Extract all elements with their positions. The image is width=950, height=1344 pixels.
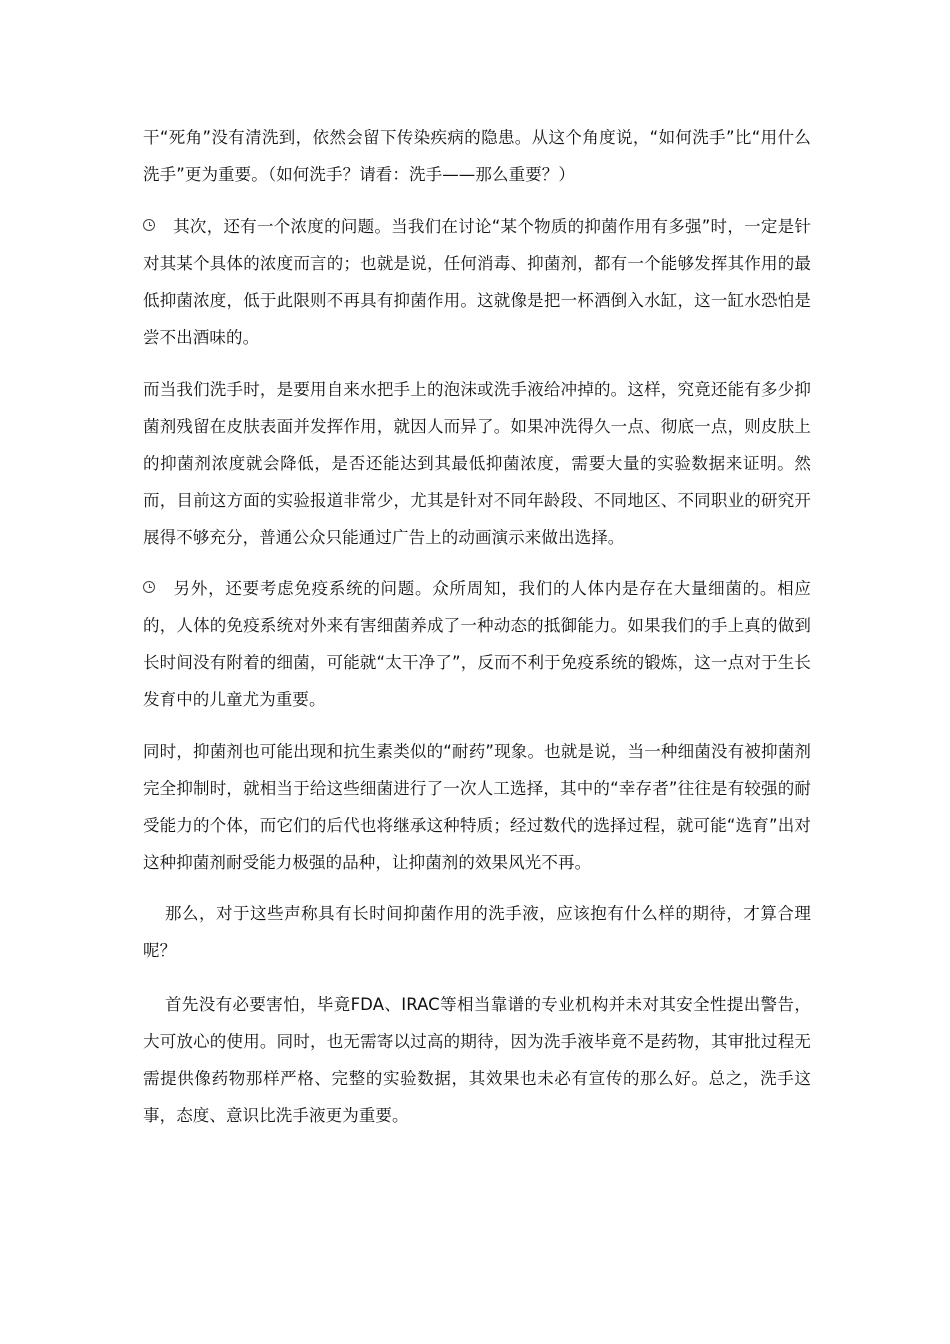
paragraph-6-text: 那么，对于这些声称具有长时间抑菌作用的洗手液，应该抱有什么样的期待，才算合理呢？ <box>143 904 811 960</box>
paragraph-1-text: 干“死角”没有清洗到，依然会留下传染疾病的隐患。从这个角度说，“如何洗手”比“用什么洗手”更为重要。（如何洗手？请看：洗手——那么重要？） <box>143 128 811 184</box>
clock-bullet-icon <box>143 581 155 593</box>
paragraph-6 <box>143 895 811 969</box>
paragraph-5 <box>143 733 811 881</box>
paragraph-1 <box>143 119 811 193</box>
paragraph-4-text: 另外，还要考虑免疫系统的问题。众所周知，我们的人体内是存在大量细菌的。相应的，人体的免疫系统对外来有害细菌养成了一种动态的抵御能力。如果我们的手上真的做到长时间没有附着的细菌，可能就“太干净了”，反而不利于免疫系统的锻炼，这一点对于生长发育中的儿童尤为重要。 <box>143 579 811 709</box>
paragraph-7 <box>143 986 811 1134</box>
paragraph-3 <box>143 371 811 556</box>
paragraph-7-text: 首先没有必要害怕，毕竟FDA、IRAC等相当靠谱的专业机构并未对其安全性提出警告，大可放心的使用。同时，也无需寄以过高的期待，因为洗手液毕竟不是药物，其审批过程无需提供像药物那样严格、完整的实验数据，其效果也未必有宣传的那么好。总之，洗手这事，态度、意识比洗手液更为重要。 <box>143 995 811 1125</box>
paragraph-2-text: 其次，还有一个浓度的问题。当我们在讨论“某个物质的抑菌作用有多强”时，一定是针对其某个具体的浓度而言的；也就是说，任何消毒、抑菌剂，都有一个能够发挥其作用的最低抑菌浓度，低于此限则不再具有抑菌作用。这就像是把一杯酒倒入水缸，这一缸水恐怕是尝不出酒味的。 <box>143 217 811 347</box>
paragraph-3-text: 而当我们洗手时，是要用自来水把手上的泡沫或洗手液给冲掉的。这样，究竟还能有多少抑菌剂残留在皮肤表面并发挥作用，就因人而异了。如果冲洗得久一点、彻底一点，则皮肤上的抑菌剂浓度就会降低，是否还能达到其最低抑菌浓度，需要大量的实验数据来证明。然而，目前这方面的实验报道非常少，尤其是针对不同年龄段、不同地区、不同职业的研究开展得不够充分，普通公众只能通过广告上的动画演示来做出选择。 <box>143 380 811 547</box>
paragraph-4 <box>143 570 811 718</box>
paragraph-2 <box>143 208 811 356</box>
paragraph-5-text: 同时，抑菌剂也可能出现和抗生素类似的“耐药”现象。也就是说，当一种细菌没有被抑菌剂完全抑制时，就相当于给这些细菌进行了一次人工选择，其中的“幸存者”往往是有较强的耐受能力的个体，而它们的后代也将继承这种特质；经过数代的选择过程，就可能“选育”出对这种抑菌剂耐受能力极强的品种，让抑菌剂的效果风光不再。 <box>143 742 811 872</box>
clock-bullet-icon <box>143 219 155 231</box>
